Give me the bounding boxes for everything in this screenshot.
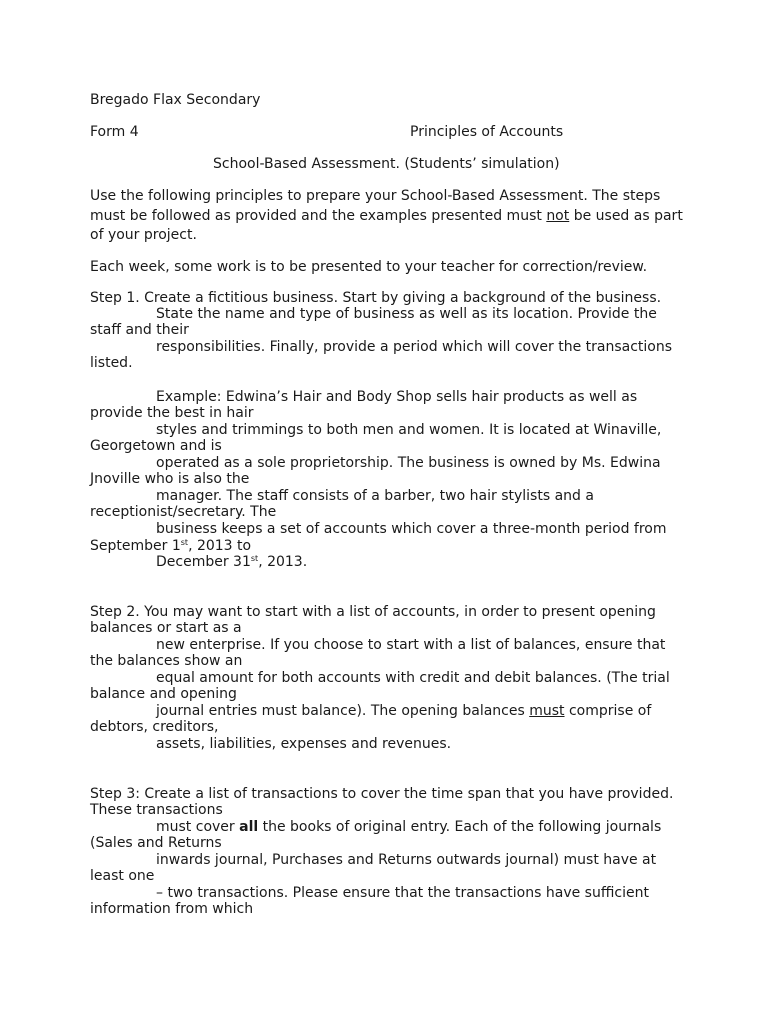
step2-line-7-end: comprise of [564, 703, 652, 719]
step1-line-2: State the name and type of business as well as its location. Provide the [156, 306, 657, 322]
example-start-date: September 1 [90, 538, 181, 554]
step2-line-9: assets, liabilities, expenses and revenues. [156, 736, 452, 752]
document-title: School-Based Assessment. (Students’ simulation) [213, 156, 560, 172]
weekly-note: Each week, some work is to be presented to your teacher for correction/review. [90, 259, 648, 275]
step3-line-3-text: must cover [156, 819, 240, 835]
example-line-11-end: , 2013. [258, 554, 308, 570]
example-line-7: manager. The staff consists of a barber, two hair stylists and a [156, 488, 594, 504]
example-line-6: Jnoville who is also the [90, 471, 250, 487]
example-line-3: styles and trimmings to both men and women. It is located at Winaville, [156, 422, 662, 438]
intro-line-2 [90, 208, 683, 225]
step2-line-7-text: journal entries must balance). The opening balances [156, 703, 530, 719]
step2-line-5: equal amount for both accounts with credit and debit balances. (The trial [156, 670, 670, 686]
example-line-10-end: , 2013 to [188, 538, 252, 554]
step2-line-2: balances or start as a [90, 620, 242, 636]
step2-line-3: new enterprise. If you choose to start with a list of balances, ensure that [156, 637, 666, 653]
example-line-5: operated as a sole proprietorship. The business is owned by Ms. Edwina [156, 455, 661, 471]
step2-line-7 [156, 703, 651, 720]
intro-line-2-text: must be followed as provided and the examples presented must [90, 208, 547, 224]
step2-line-4: the balances show an [90, 653, 243, 669]
example-line-2: provide the best in hair [90, 405, 254, 421]
example-line-10 [90, 538, 251, 555]
step1-line-4: responsibilities. Finally, provide a period which will cover the transactions [156, 339, 673, 355]
intro-line-1: Use the following principles to prepare your School-Based Assessment. The steps [90, 188, 661, 204]
bold-all: all [239, 819, 259, 835]
example-end-date: December 31 [156, 554, 251, 570]
underlined-must: must [529, 703, 565, 719]
example-line-1: Example: Edwina’s Hair and Body Shop sells hair products as well as [156, 389, 638, 405]
example-line-11 [156, 554, 307, 571]
school-name: Bregado Flax Secondary [90, 92, 261, 108]
intro-line-3: of your project. [90, 227, 197, 243]
intro-line-2-end: be used as part [569, 208, 683, 224]
step3-line-7: – two transactions. Please ensure that the transactions have sufficient [156, 885, 649, 901]
example-line-8: receptionist/secretary. The [90, 504, 277, 520]
step3-line-2: These transactions [90, 802, 223, 818]
example-line-4: Georgetown and is [90, 438, 222, 454]
step2-line-1: Step 2. You may want to start with a list of accounts, in order to present opening [90, 604, 656, 620]
example-line-9: business keeps a set of accounts which cover a three-month period from [156, 521, 667, 537]
ordinal-suffix: st [250, 554, 259, 563]
ordinal-suffix: st [180, 538, 189, 547]
step3-line-3-end: the books of original entry. Each of the following journals [258, 819, 662, 835]
step2-line-6: balance and opening [90, 686, 237, 702]
form-label: Form 4 [90, 124, 139, 140]
step3-line-5: inwards journal, Purchases and Returns outwards journal) must have at [156, 852, 657, 868]
step3-line-6: least one [90, 868, 155, 884]
step3-line-4: (Sales and Returns [90, 835, 222, 851]
underlined-not: not [546, 208, 570, 224]
step2-line-8: debtors, creditors, [90, 719, 219, 735]
step1-line-1: Step 1. Create a fictitious business. Start by giving a background of the business. [90, 290, 662, 306]
step3-line-1: Step 3: Create a list of transactions to cover the time span that you have provided. [90, 786, 674, 802]
subject-label: Principles of Accounts [410, 124, 564, 140]
step1-line-3: staff and their [90, 322, 189, 338]
step1-line-5: listed. [90, 355, 133, 371]
step3-line-8: information from which [90, 901, 254, 917]
step3-line-3 [156, 819, 661, 836]
